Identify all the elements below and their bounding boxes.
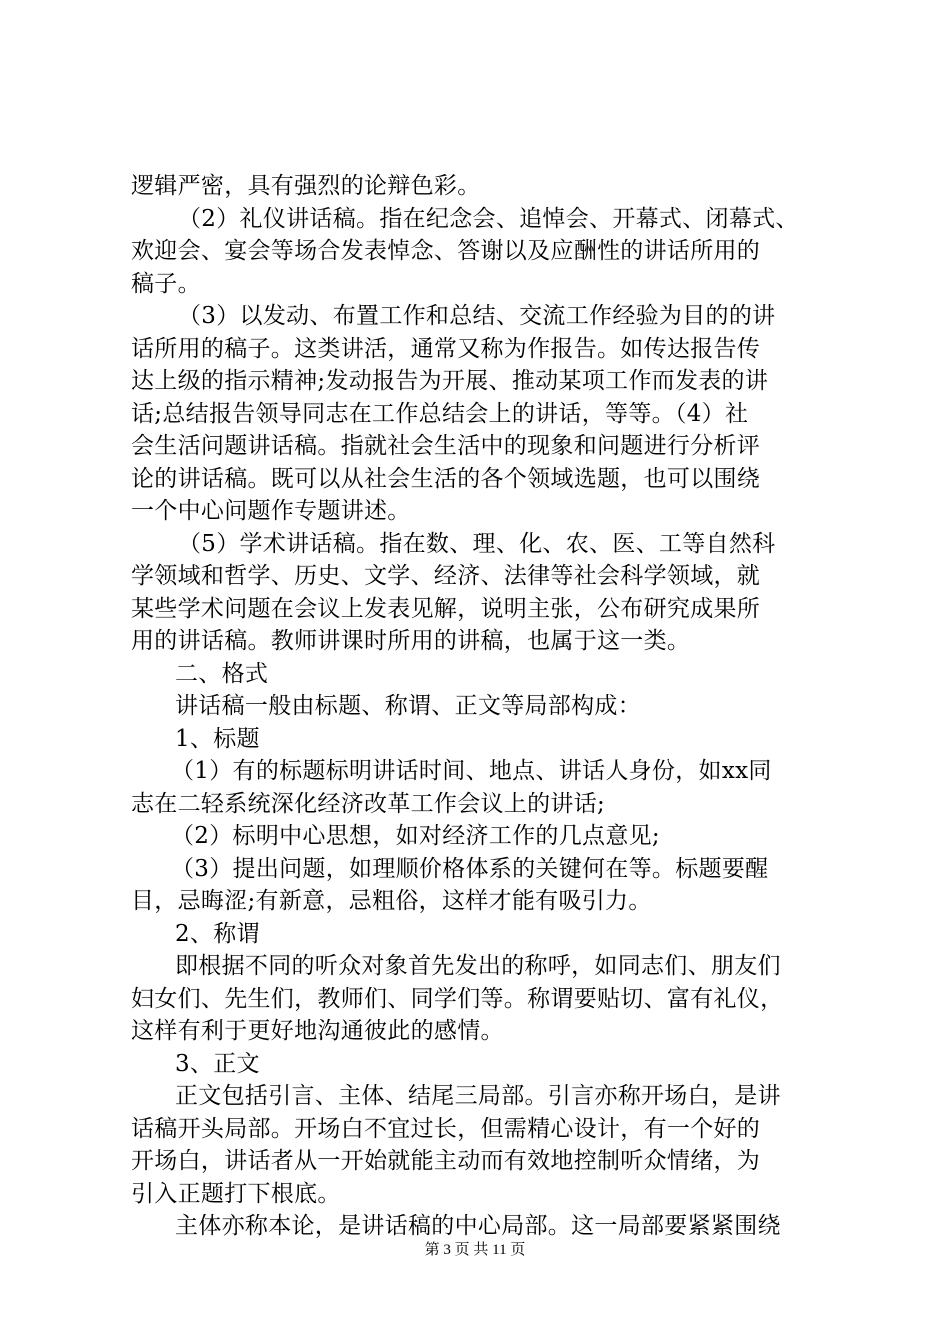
subsection-heading: 1、标题 xyxy=(175,725,260,752)
text-line: 讲话稿一般由标题、称谓、正文等局部构成： xyxy=(175,693,641,719)
text-line: （2）礼仪讲话稿。指在纪念会、追悼会、开幕式、闭幕式、 xyxy=(178,205,799,232)
text-line: 学领域和哲学、历史、文学、经济、法律等社会科学领域，就 xyxy=(131,563,761,589)
text-line: 开场白，讲话者从一开始就能主动而有效地控制听众情绪，为 xyxy=(131,1148,761,1174)
text-line: 欢迎会、宴会等场合发表悼念、答谢以及应酬性的讲话所用的 xyxy=(131,238,761,264)
text-line: 论的讲话稿。既可以从社会生活的各个领域选题，也可以围绕 xyxy=(131,465,761,492)
text-line: 话稿开头局部。开场白不宜过长，但需精心设计，有一个好的 xyxy=(131,1115,761,1142)
text-line: 话所用的稿子。这类讲活，通常又称为作报告。如传达报告传 xyxy=(131,335,761,362)
text-line: 会生活问题讲话稿。指就社会生活中的现象和问题进行分析评 xyxy=(131,433,761,459)
text-line: 稿子。 xyxy=(131,270,201,297)
subsection-heading: 2、称谓 xyxy=(175,920,260,947)
text-line: 目，忌晦涩;有新意，忌粗俗，这样才能有吸引力。 xyxy=(131,888,652,914)
text-line: 主体亦称本论，是讲话稿的中心局部。这一局部要紧紧围绕 xyxy=(175,1213,781,1239)
text-line: （2）标明中心思想，如对经济工作的几点意见; xyxy=(171,823,660,849)
text-line: 用的讲话稿。教师讲课时所用的讲稿，也属于这一类。 xyxy=(131,628,691,654)
text-line: 达上级的指示精神;发动报告为开展、推动某项工作而发表的讲 xyxy=(131,368,769,394)
text-line: （3）以发动、布置工作和总结、交流工作经验为目的的讲 xyxy=(178,303,776,329)
page-number-footer: 第 3 页 共 11 页 xyxy=(424,1242,526,1258)
section-heading: 二、格式 xyxy=(175,660,269,687)
text-line: 一个中心问题作专题讲述。 xyxy=(131,498,411,524)
text-line: （3）提出问题，如理顺价格体系的关键何在等。标题要醒 xyxy=(171,855,769,882)
text-line: （1）有的标题标明讲话时间、地点、讲话人身份，如xx同 xyxy=(171,758,772,784)
text-line: 志在二轻系统深化经济改革工作会议上的讲话; xyxy=(131,790,606,817)
text-line: 某些学术问题在会议上发表见解，说明主张，公布研究成果所 xyxy=(131,595,761,622)
text-line: 引入正题打下根底。 xyxy=(131,1180,341,1207)
text-line: 逻辑严密，具有强烈的论辩色彩。 xyxy=(131,173,481,199)
text-line: （5）学术讲话稿。指在数、理、化、农、医、工等自然科 xyxy=(178,530,776,557)
subsection-heading: 3、正文 xyxy=(175,1050,260,1077)
text-line: 这样有利于更好地沟通彼此的感情。 xyxy=(131,1018,504,1044)
text-line: 正文包括引言、主体、结尾三局部。引言亦称开场白，是讲 xyxy=(175,1083,781,1109)
text-line: 妇女们、先生们，教师们、同学们等。称谓要贴切、富有礼仪， xyxy=(131,985,784,1012)
document-body xyxy=(131,170,831,1243)
text-line: 即根据不同的听众对象首先发出的称呼，如同志们、朋友们 xyxy=(175,953,781,979)
text-line: 话;总结报告领导同志在工作总结会上的讲话，等等。（4）社 xyxy=(131,400,749,427)
